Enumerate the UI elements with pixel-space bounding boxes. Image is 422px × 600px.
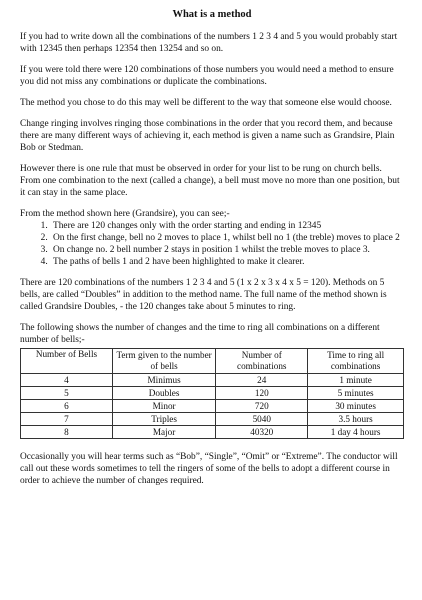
paragraph: Change ringing involves ringing those combinations in the order that you record them, and because there are many different ways of achieving it, each method is given a name such as Grandsire, Plain Bob or Stedman. — [20, 119, 395, 153]
table-intro: The following shows the number of changes and the time to ring all combinations on a different number of bells;- — [20, 323, 380, 345]
table-cell: 1 day 4 hours — [308, 426, 404, 439]
table-cell: 5 — [21, 387, 113, 400]
table-cell: 8 — [21, 426, 113, 439]
table-cell: 7 — [21, 413, 113, 426]
table-cell: 120 — [216, 387, 308, 400]
table-row — [21, 374, 404, 387]
table-cell: 3.5 hours — [308, 413, 404, 426]
paragraph: The method you chose to do this may well be different to the way that someone else would choose. — [20, 98, 392, 108]
table-cell: 5 minutes — [308, 387, 404, 400]
table-cell: 24 — [216, 374, 308, 387]
page-title: What is a method — [172, 9, 252, 20]
list-item: 1. There are 120 changes only with the order starting and ending in 12345 — [50, 220, 404, 232]
paragraph: If you had to write down all the combinations of the numbers 1 2 3 4 and 5 you would probably start with 12345 then perhaps 12354 then 13254 and so on. — [20, 32, 398, 54]
paragraph: However there is one rule that must be observed in order for your list to be rung on church bells. From one combination to the next (called a change), a bell must move no more than one position, but it can stay in the same place. — [20, 164, 400, 198]
list-item: 2. On the first change, bell no 2 moves to place 1, whilst bell no 1 (the treble) moves to place 2 — [50, 232, 404, 244]
table-cell: Doubles — [112, 387, 215, 400]
column-header: Term given to the number of bells — [112, 349, 215, 374]
table-cell: Minimus — [112, 374, 215, 387]
column-header: Number of combinations — [216, 349, 308, 374]
table-row — [21, 400, 404, 413]
table-cell: 720 — [216, 400, 308, 413]
table-cell: Minor — [112, 400, 215, 413]
column-header: Time to ring all combinations — [308, 349, 404, 374]
table-cell: 5040 — [216, 413, 308, 426]
table-cell: 30 minutes — [308, 400, 404, 413]
table-row — [21, 387, 404, 400]
table-cell: 40320 — [216, 426, 308, 439]
table-header-row — [21, 349, 404, 374]
table-row — [21, 413, 404, 426]
table-cell: Major — [112, 426, 215, 439]
list-item: 3. On change no. 2 bell number 2 stays in position 1 whilst the treble moves to place 3. — [50, 244, 404, 256]
table-cell: 1 minute — [308, 374, 404, 387]
table-cell: Triples — [112, 413, 215, 426]
bells-table — [20, 348, 404, 439]
paragraph: If you were told there were 120 combinations of those numbers you would need a method to ensure you did not miss any combinations or duplicate the combinations. — [20, 65, 394, 87]
numbered-list — [20, 220, 404, 268]
table-cell: 4 — [21, 374, 113, 387]
list-intro: From the method shown here (Grandsire), you can see;- — [20, 209, 230, 219]
table-row — [21, 426, 404, 439]
paragraph: There are 120 combinations of the numbers 1 2 3 4 and 5 (1 x 2 x 3 x 4 x 5 = 120). Methods on 5 bells, are called “Doubles” in addition to the method name. The full name of the method shown is called Grandsire Doubles, - the 120 changes take about 5 minutes to ring. — [20, 278, 387, 312]
column-header: Number of Bells — [21, 349, 113, 374]
paragraph: Occasionally you will hear terms such as “Bob”, “Single”, “Omit” or “Extreme”. The conductor will call out these words sometimes to tell the ringers of some of the bells to adopt a different course in order to achieve the number of changes required. — [20, 452, 398, 486]
list-item: 4. The paths of bells 1 and 2 have been highlighted to make it clearer. — [50, 256, 404, 268]
table-cell: 6 — [21, 400, 113, 413]
